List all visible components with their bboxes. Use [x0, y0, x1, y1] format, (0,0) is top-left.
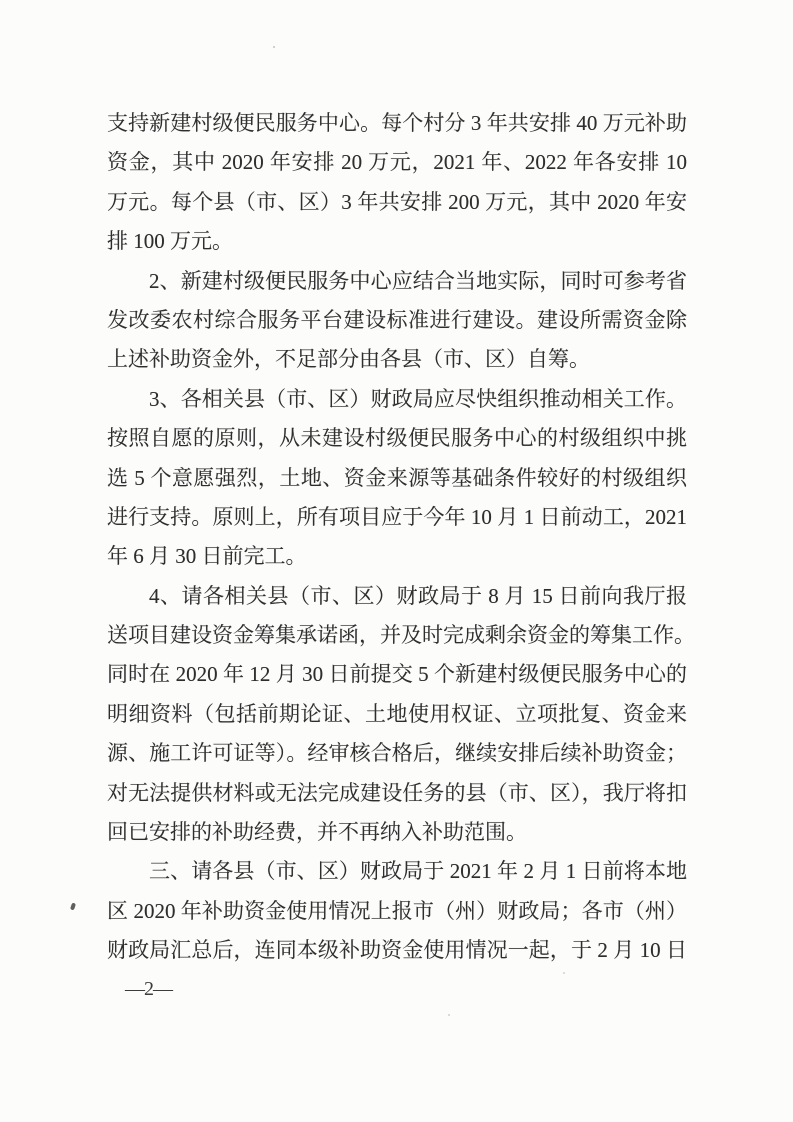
- text-line: 年 6 月 30 日前完工。: [107, 544, 307, 569]
- text-line: 财政局汇总后，连同本级补助资金使用情况一起，于 2 月 10 日: [107, 938, 687, 963]
- text-line: 资金，其中 2020 年安排 20 万元，2021 年、2022 年各安排 10: [107, 150, 687, 175]
- text-line: 送项目建设资金筹集承诺函，并及时完成剩余资金的筹集工作。: [107, 623, 695, 648]
- scan-speck: [70, 903, 76, 911]
- scan-speck: [448, 1014, 450, 1016]
- text-line: 排 100 万元。: [107, 229, 233, 254]
- text-line: 3、各相关县（市、区）财政局应尽快组织推动相关工作。: [149, 386, 687, 411]
- text-line: 支持新建村级便民服务中心。每个村分 3 年共安排 40 万元补助: [107, 111, 687, 135]
- text-line: 回已安排的补助经费，并不再纳入补助范围。: [107, 820, 527, 845]
- text-line: 按照自愿的原则，从未建设村级便民服务中心的村级组织中挑: [107, 426, 687, 451]
- text-line: 区 2020 年补助资金使用情况上报市（州）财政局；各市（州）: [107, 898, 687, 923]
- text-line: 选 5 个意愿强烈，土地、资金来源等基础条件较好的村级组织: [107, 465, 687, 490]
- text-line: 上述补助资金外，不足部分由各县（市、区）自筹。: [107, 347, 590, 372]
- document-body: [107, 104, 695, 971]
- text-line: 同时在 2020 年 12 月 30 日前提交 5 个新建村级便民服务中心的: [107, 662, 687, 687]
- text-line: 明细资料（包括前期论证、土地使用权证、立项批复、资金来: [107, 701, 687, 726]
- text-line: 对无法提供材料或无法完成建设任务的县（市、区），我厅将扣: [107, 780, 687, 805]
- text-line: 进行支持。原则上，所有项目应于今年 10 月 1 日前动工，2021: [107, 504, 687, 529]
- text-line: 三、请各县（市、区）财政局于 2021 年 2 月 1 日前将本地: [149, 859, 687, 884]
- text-line: 发改委农村综合服务平台建设标准进行建设。建设所需资金除: [107, 307, 687, 332]
- text-line: 万元。每个县（市、区）3 年共安排 200 万元，其中 2020 年安: [107, 189, 687, 214]
- text-line: 2、新建村级便民服务中心应结合当地实际，同时可参考省: [149, 268, 687, 293]
- text-line: 4、请各相关县（市、区）财政局于 8 月 15 日前向我厅报: [149, 583, 687, 608]
- text-line: 源、施工许可证等）。经审核合格后，继续安排后续补助资金；: [107, 741, 687, 766]
- page-number: —2—: [125, 978, 172, 1000]
- scan-speck: [563, 972, 565, 974]
- scan-speck: [273, 46, 275, 48]
